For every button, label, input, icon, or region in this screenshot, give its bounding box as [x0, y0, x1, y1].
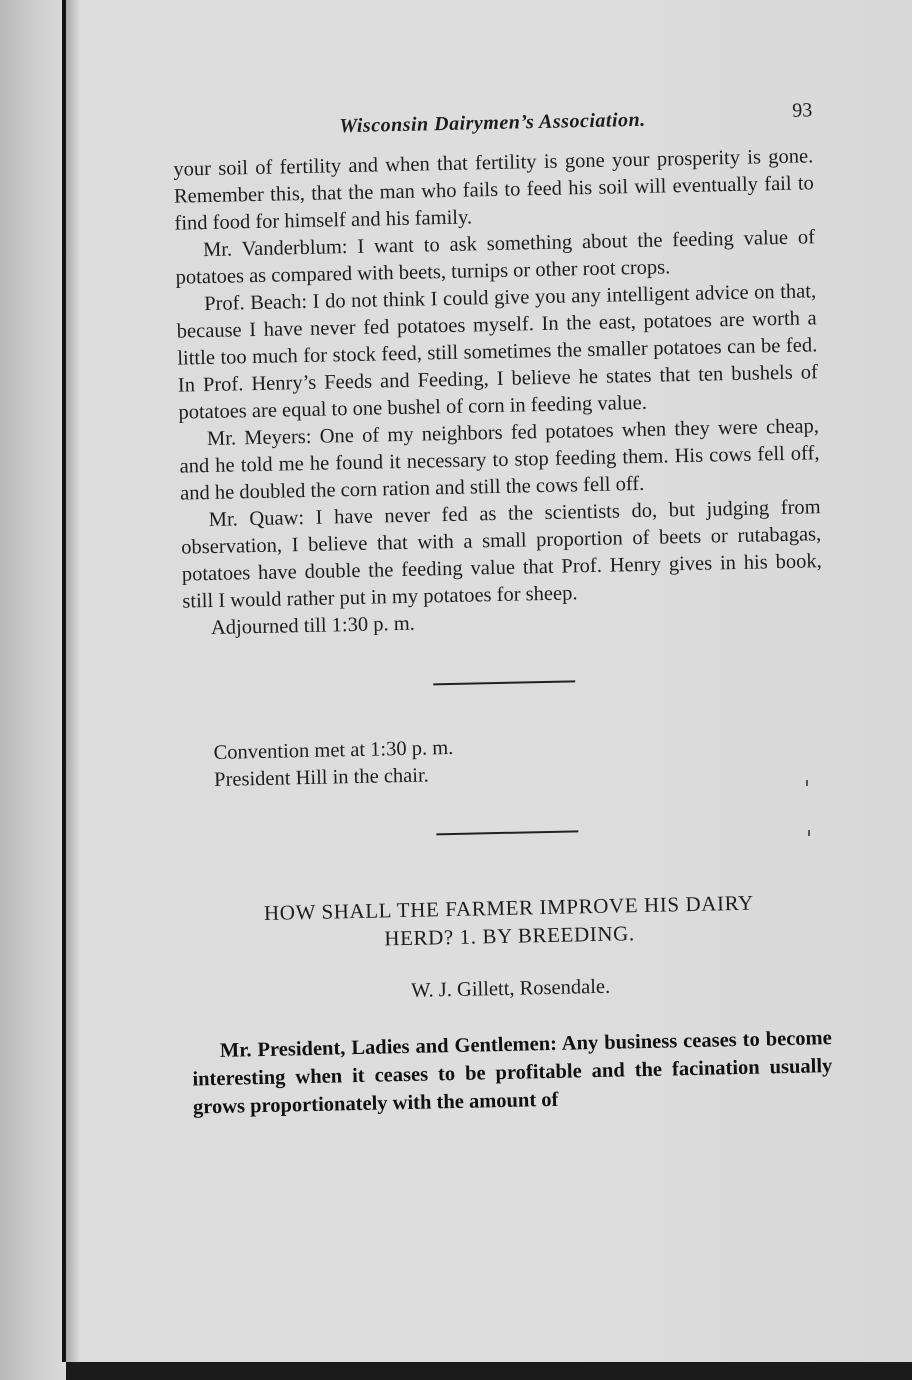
- running-head-title: Wisconsin Dairymen’s Association.: [339, 108, 646, 138]
- facing-page-edge: [0, 0, 62, 1380]
- running-head: [172, 93, 813, 146]
- section-heading: [189, 887, 830, 956]
- paragraph-vanderblum: Mr. Vanderblum: I want to ask something about the feeding value of potatoes as compared with beets, turnips or other root crops.: [175, 226, 816, 289]
- author-byline: W. J. Gillett, Rosendale.: [410, 975, 611, 1002]
- meeting-line-2: President Hill in the chair.: [213, 764, 430, 791]
- paragraph-continuation: your soil of fertility and when that fertility is gone your prosperity is gone. Remember this, that the man who fails to feed his soil will eventually fail to find food for himself and his family.: [173, 145, 815, 235]
- paragraph-beach: Prof. Beach: I do not think I could give you any intelligent advice on that, because I have never fed potatoes myself. In the east, potatoes are worth a little too much for stock feed, still sometimes the smaller potatoes can be fed. In Prof. Henry’s Feeds and Feeding, I believe he states that ten bushels of potatoes are equal to one bushel of corn in feeding value.: [176, 280, 819, 424]
- paragraph-adjourned: Adjourned till 1:30 p. m.: [210, 612, 416, 639]
- section-rule: [436, 830, 578, 835]
- page-content: [172, 93, 836, 1256]
- speech-paragraph: Mr. President, Ladies and Gentlemen: Any business ceases to become interesting when it ceases to be profitable and the facination usually grows proportionately with the amount of: [192, 1027, 833, 1119]
- meeting-line-1: Convention met at 1:30 p. m.: [213, 736, 454, 764]
- gutter-shadow: [66, 0, 80, 1362]
- body-text: [173, 143, 823, 642]
- section-heading-line-1: HOW SHALL THE FARMER IMPROVE HIS DAIRY: [263, 890, 755, 925]
- speech-text: [192, 1024, 834, 1121]
- page-number: 93: [792, 99, 813, 122]
- paragraph-meyers: Mr. Meyers: One of my neighbors fed potatoes when they were cheap, and he told me he found it necessary to stop feeding them. His cows fell off, and he doubled the corn ration and still the cows fell off.: [179, 415, 820, 505]
- meeting-notice: [185, 727, 826, 794]
- section-heading-line-2: HERD? 1. BY BREEDING.: [384, 921, 635, 951]
- paragraph-quaw: Mr. Quaw: I have never fed as the scientists do, but judging from observation, I believe that with a small proportion of beets or rutabagas, potatoes have double the feeding value that Prof. Henry gives in his book, still I would rather put in my potatoes for sheep.: [181, 496, 822, 613]
- scan-bottom-edge: [66, 1362, 912, 1380]
- section-rule: [433, 680, 575, 685]
